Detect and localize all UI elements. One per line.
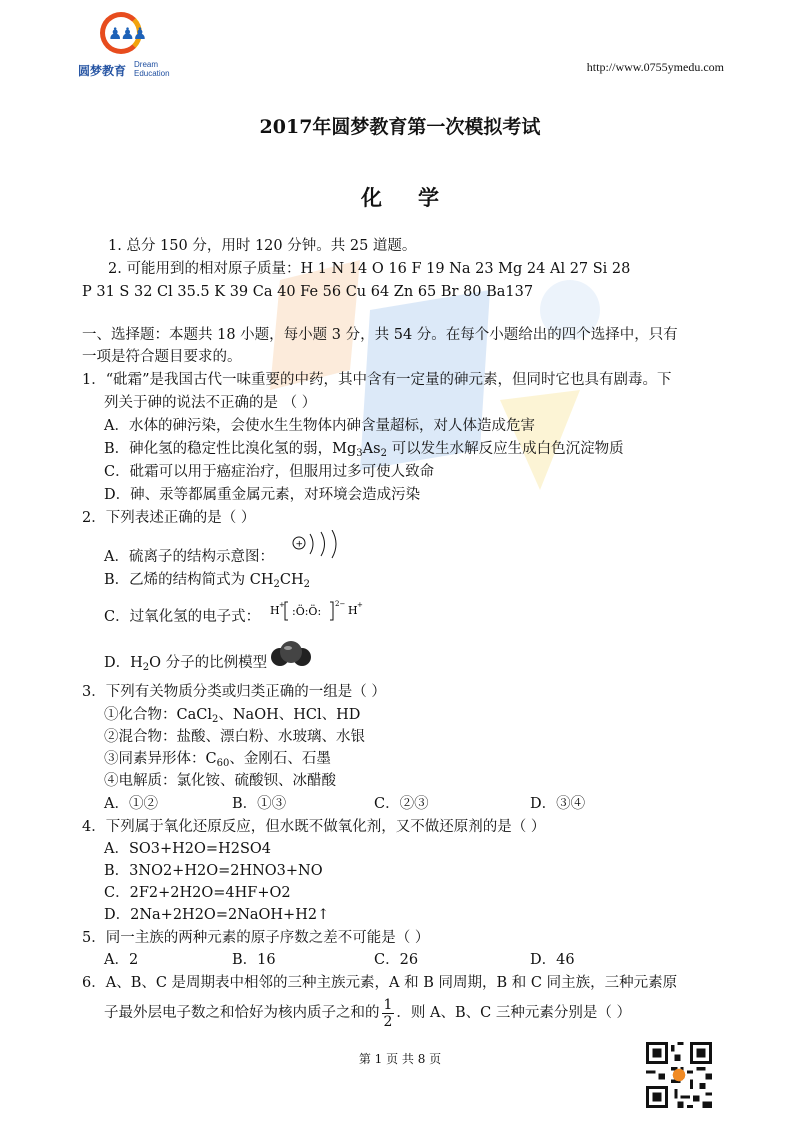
q3-option-c: C．②③ bbox=[374, 796, 429, 812]
q3-item-1: ①化合物：CaCl$_2$、NaOH、HCl、HD bbox=[104, 707, 361, 725]
q2-option-d: D．$H_2O$ 分子的比例模型 bbox=[104, 655, 268, 673]
q1-option-b: B．砷化氢的稳定性比溴化氢的弱，$Mg_3As_2$ 可以发生水解反应生成白色沉淀物质 bbox=[104, 441, 624, 459]
q1-option-d: D．砷、汞等都属重金属元素，对环境会造成污染 bbox=[104, 487, 421, 503]
svg-text:2−: 2− bbox=[335, 600, 346, 608]
page-footer: 第 1 页 共 8 页 bbox=[358, 1052, 442, 1066]
q3-item-3: ③同素异形体：$C_{60}$、金刚石、石墨 bbox=[104, 751, 331, 769]
svg-text:+: + bbox=[295, 539, 304, 550]
q2-stem: 2．下列表述正确的是（ ） bbox=[82, 510, 256, 526]
q5-option-d: D．46 bbox=[530, 952, 575, 968]
q4-option-d: D．2Na+2H2O=2NaOH+H2↑ bbox=[104, 907, 330, 923]
logo-text-cn: 圆梦教育 bbox=[78, 64, 127, 78]
q3-item-4: ④电解质：氯化铵、硫酸钡、冰醋酸 bbox=[104, 773, 336, 789]
water-space-filling-model bbox=[270, 640, 312, 668]
q2-option-c: C．过氧化氢的电子式： bbox=[104, 609, 261, 625]
site-url: http://www.0755ymedu.com bbox=[586, 60, 724, 74]
q4-option-a: A．SO3+H2O=H2SO4 bbox=[104, 841, 271, 857]
logo-people-icon: ♟♟♟ bbox=[108, 24, 146, 43]
section-heading-line2: 一项是符合题目要求的。 bbox=[82, 349, 242, 365]
note-1: 1. 总分 150 分，用时 120 分钟。共 25 道题。 bbox=[108, 238, 417, 254]
q4-option-c: C．2F2+2H2O=4HF+O2 bbox=[104, 885, 291, 901]
subject-title: 化学 bbox=[361, 185, 475, 210]
q3-option-b: B．①③ bbox=[232, 796, 287, 812]
q1-stem-line1: 1．“砒霜”是我国古代一味重要的中药，其中含有一定量的砷元素，但同时它也具有剧毒。下 bbox=[82, 372, 672, 388]
q6-stem-line2: 子最外层电子数之和恰好为核内质子之和的 $\frac{1}{2}$ ．则 A、B、C 三种元素分别是（ ） bbox=[104, 996, 631, 1030]
q5-option-a: A．2 bbox=[104, 952, 139, 968]
svg-text:+: + bbox=[357, 601, 363, 609]
brand-logo bbox=[78, 12, 178, 76]
q6-stem-line1: 6．A、B、C 是周期表中相邻的三种主族元素，A 和 B 同周期，B 和 C 同主族，三种元素原 bbox=[82, 975, 678, 991]
qr-code-icon bbox=[646, 1042, 712, 1108]
svg-text::Ö:Ö:: :Ö:Ö: bbox=[292, 605, 322, 618]
q1-option-c: C．砒霜可以用于癌症治疗，但服用过多可使人致命 bbox=[104, 464, 435, 480]
note-3: P 31 S 32 Cl 35.5 K 39 Ca 40 Fe 56 Cu 64 Zn 65 Br 80 Ba137 bbox=[82, 284, 534, 300]
sulfide-ion-structure-diagram bbox=[290, 530, 342, 560]
q3-stem: 3．下列有关物质分类或归类正确的一组是（ ） bbox=[82, 684, 386, 700]
svg-text:H: H bbox=[348, 604, 358, 617]
q5-option-c: C．26 bbox=[374, 952, 419, 968]
svg-text:+: + bbox=[279, 601, 285, 609]
q4-option-b: B．3NO2+H2O=2HNO3+NO bbox=[104, 863, 323, 879]
q1-option-a: A．水体的砷污染，会使水生生物体内砷含量超标，对人体造成危害 bbox=[104, 418, 535, 434]
svg-text:H: H bbox=[270, 604, 280, 617]
q2-option-b: B．乙烯的结构简式为 $CH_2CH_2$ bbox=[104, 572, 311, 590]
q5-stem: 5．同一主族的两种元素的原子序数之差不可能是（ ） bbox=[82, 930, 430, 946]
q3-option-a: A．①② bbox=[104, 796, 158, 812]
q2-option-a: A．硫离子的结构示意图： bbox=[104, 549, 274, 565]
q5-option-b: B．16 bbox=[232, 952, 276, 968]
q3-option-d: D．③④ bbox=[530, 796, 586, 812]
note-2: 2. 可能用到的相对原子质量：H 1 N 14 O 16 F 19 Na 23 Mg 24 Al 27 Si 28 bbox=[108, 261, 631, 277]
fraction-one-half: $\frac{1}{2}$ bbox=[383, 996, 393, 1030]
q1-stem-line2: 列关于砷的说法不正确的是 （ ） bbox=[104, 395, 317, 411]
q4-stem: 4．下列属于氧化还原反应，但水既不做氧化剂，又不做还原剂的是（ ） bbox=[82, 819, 546, 835]
logo-text-en: Dream Education bbox=[134, 60, 170, 78]
section-heading-line1: 一、选择题：本题共 18 小题，每小题 3 分，共 54 分。在每个小题给出的四个选择中，只有 bbox=[82, 327, 678, 343]
q3-item-2: ②混合物：盐酸、漂白粉、水玻璃、水银 bbox=[104, 729, 365, 745]
hydrogen-peroxide-electron-formula bbox=[268, 596, 374, 626]
exam-title: 2017年圆梦教育第一次模拟考试 bbox=[259, 116, 541, 138]
